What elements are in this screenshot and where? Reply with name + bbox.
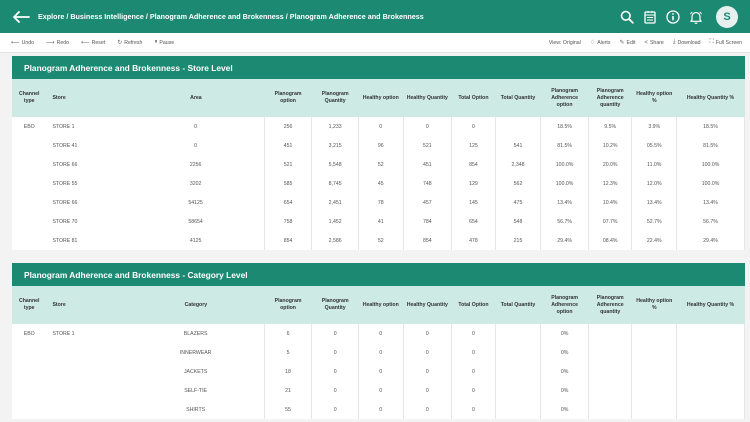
table-header-row <box>12 286 745 324</box>
table-cell: 0 <box>403 381 452 400</box>
top-bar <box>0 0 750 33</box>
table-cell: 0 <box>127 117 264 136</box>
table-cell: 0% <box>541 362 589 381</box>
pause-icon: ⏸ <box>154 39 158 45</box>
table-cell: 05.5% <box>632 136 677 155</box>
table-cell <box>495 381 541 400</box>
table-row <box>12 231 745 250</box>
table-cell: 0 <box>452 400 496 419</box>
column-header[interactable]: Healthy Quantity % <box>686 301 735 308</box>
table-cell: 784 <box>403 212 452 231</box>
table-cell: 78 <box>358 193 403 212</box>
table-cell: 3,215 <box>312 136 359 155</box>
table-cell <box>632 324 677 343</box>
toolbar-label: Redo <box>56 39 70 46</box>
table-cell: STORE 70 <box>52 218 78 225</box>
toolbar-alerts-button[interactable] <box>590 39 611 46</box>
table-cell: 56.7% <box>677 212 745 231</box>
column-header[interactable]: Healthy option <box>362 94 399 101</box>
table-row <box>12 212 745 231</box>
toolbar-view-original-button[interactable] <box>549 39 581 46</box>
column-header[interactable]: Planogram Adherence option <box>551 87 578 108</box>
toolbar-label: Share <box>649 39 664 46</box>
edit-icon: ✎ <box>619 40 625 46</box>
table-cell: 457 <box>403 193 452 212</box>
toolbar-label: Reset <box>91 39 106 46</box>
table-cell <box>677 381 745 400</box>
column-header[interactable]: Planogram option <box>274 298 302 311</box>
category-level-table <box>12 286 745 419</box>
table-cell: 541 <box>495 136 541 155</box>
table-cell: 0% <box>541 343 589 362</box>
table-cell <box>632 400 677 419</box>
column-header[interactable]: Planogram Adherence option <box>551 294 578 315</box>
column-header[interactable]: Planogram Quantity <box>321 298 349 311</box>
bell-icon: ♢ <box>589 40 596 46</box>
action-toolbar <box>0 33 750 53</box>
table-cell: EBO <box>23 123 35 130</box>
undo-icon: ⟵ <box>11 40 20 46</box>
table-cell <box>588 362 632 381</box>
table-cell: STORE 66 <box>52 199 78 206</box>
back-arrow-icon[interactable] <box>6 0 36 33</box>
table-cell: 22.4% <box>632 231 677 250</box>
table-cell: 18.5% <box>677 117 745 136</box>
table-cell <box>588 324 632 343</box>
table-cell: 0 <box>403 400 452 419</box>
column-header[interactable]: Healthy option % <box>636 298 673 311</box>
table-cell: 0 <box>358 362 403 381</box>
table-cell: 478 <box>452 231 496 250</box>
toolbar-redo-button[interactable] <box>46 39 69 46</box>
table-cell: 0 <box>312 381 359 400</box>
table-cell: 0% <box>541 400 589 419</box>
table-cell: 96 <box>358 136 403 155</box>
table-row <box>12 174 745 193</box>
table-cell: 8,745 <box>312 174 359 193</box>
table-cell <box>495 117 541 136</box>
table-cell: STORE 81 <box>52 237 78 244</box>
table-cell <box>12 174 46 193</box>
category-level-title: Planogram Adherence and Brokenness - Category Level <box>12 263 745 286</box>
toolbar-undo-button[interactable] <box>11 39 34 46</box>
table-cell <box>12 136 46 155</box>
table-cell: 2,586 <box>312 231 359 250</box>
column-header[interactable]: Store <box>52 94 66 101</box>
table-cell: 0% <box>541 324 589 343</box>
table-cell: 0 <box>403 362 452 381</box>
table-cell: 21 <box>264 381 312 400</box>
table-cell <box>12 193 46 212</box>
table-cell: 41 <box>358 212 403 231</box>
table-cell: 52 <box>358 231 403 250</box>
breadcrumb: Explore / Business Intelligence / Planogram Adherence and Brokenness / Planogram Adherence and Brokenness <box>38 12 424 21</box>
table-cell: 451 <box>403 155 452 174</box>
store-level-table <box>12 79 745 250</box>
table-cell: 5,548 <box>312 155 359 174</box>
column-header[interactable]: Planogram Quantity <box>321 91 349 104</box>
toolbar-reset-button[interactable] <box>81 39 105 46</box>
table-cell: 9.5% <box>588 117 632 136</box>
table-cell: 215 <box>495 231 541 250</box>
table-cell <box>677 362 745 381</box>
toolbar-label: Edit <box>626 39 636 46</box>
table-cell <box>46 381 127 400</box>
table-cell: 654 <box>264 193 312 212</box>
column-header[interactable]: Healthy option % <box>636 91 673 104</box>
toolbar-refresh-button[interactable] <box>117 39 142 46</box>
download-icon: ⤓ <box>672 39 676 45</box>
toolbar-pause-button[interactable] <box>154 39 174 46</box>
table-cell: JACKETS <box>127 362 264 381</box>
table-cell <box>46 362 127 381</box>
table-cell: 758 <box>264 212 312 231</box>
share-icon: < <box>644 39 648 46</box>
table-cell: 548 <box>495 212 541 231</box>
table-cell: 2,348 <box>495 155 541 174</box>
table-row <box>12 117 745 136</box>
table-cell: 100.0% <box>541 174 589 193</box>
table-cell: 0 <box>452 362 496 381</box>
table-cell: 10.2% <box>588 136 632 155</box>
table-cell: 1,452 <box>312 212 359 231</box>
table-cell <box>495 324 541 343</box>
table-cell: 256 <box>264 117 312 136</box>
table-cell: 81.5% <box>677 136 745 155</box>
table-row <box>12 400 745 419</box>
table-cell: 0 <box>358 343 403 362</box>
table-cell <box>677 324 745 343</box>
column-header[interactable]: Healthy Quantity <box>406 301 448 308</box>
table-cell: 12.3% <box>588 174 632 193</box>
table-cell: 475 <box>495 193 541 212</box>
toolbar-label: Alerts <box>597 39 611 46</box>
table-cell: 0 <box>452 117 496 136</box>
table-cell: 125 <box>452 136 496 155</box>
table-cell: 10.4% <box>588 193 632 212</box>
table-cell: 4125 <box>127 231 264 250</box>
column-header[interactable]: Total Option <box>458 301 489 308</box>
table-cell <box>677 343 745 362</box>
table-cell: 0 <box>403 324 452 343</box>
refresh-icon: ↻ <box>117 40 123 46</box>
table-cell: 0 <box>312 362 359 381</box>
table-cell: 5 <box>264 343 312 362</box>
table-cell <box>12 400 46 419</box>
table-cell <box>632 343 677 362</box>
toolbar-label: Download <box>677 39 701 46</box>
table-cell: 52 <box>358 155 403 174</box>
table-cell: 07.7% <box>588 212 632 231</box>
table-cell <box>677 400 745 419</box>
table-cell: 585 <box>264 174 312 193</box>
table-cell <box>588 343 632 362</box>
table-cell: 45 <box>358 174 403 193</box>
table-cell: EBO <box>23 330 35 337</box>
table-cell: 100.0% <box>677 155 745 174</box>
table-cell: 100.0% <box>677 174 745 193</box>
table-cell: 18.5% <box>541 117 589 136</box>
calendar-icon[interactable] <box>643 10 657 24</box>
table-cell: STORE 41 <box>52 142 78 149</box>
fullscreen-icon: ⛶ <box>709 39 714 45</box>
column-header[interactable]: Healthy option <box>362 301 399 308</box>
table-cell <box>632 362 677 381</box>
column-header[interactable]: Planogram Adherence quantity <box>596 294 624 315</box>
table-cell <box>495 400 541 419</box>
column-header[interactable]: Channel type <box>18 298 40 311</box>
table-cell: 451 <box>264 136 312 155</box>
column-header[interactable]: Channel type <box>18 91 40 104</box>
table-cell: 562 <box>495 174 541 193</box>
info-icon[interactable] <box>666 10 680 24</box>
table-cell: 0 <box>452 324 496 343</box>
table-cell: 13.4% <box>632 193 677 212</box>
table-cell: 0 <box>358 324 403 343</box>
table-row <box>12 362 745 381</box>
table-cell: 81.5% <box>541 136 589 155</box>
table-cell: 0 <box>358 400 403 419</box>
table-cell <box>588 381 632 400</box>
toolbar-label: Refresh <box>124 39 143 46</box>
table-cell: 52.7% <box>632 212 677 231</box>
reset-icon: ⟵ <box>81 40 90 46</box>
table-cell: STORE 66 <box>52 161 78 168</box>
table-cell: 0 <box>312 400 359 419</box>
table-cell: 0 <box>452 343 496 362</box>
table-cell: 854 <box>264 231 312 250</box>
table-row <box>12 343 745 362</box>
table-cell <box>12 381 46 400</box>
table-cell <box>12 212 46 231</box>
toolbar-label: Pause <box>159 39 175 46</box>
table-cell: 0 <box>403 343 452 362</box>
column-header[interactable]: Planogram option <box>274 91 302 104</box>
table-row <box>12 193 745 212</box>
table-cell: 129 <box>452 174 496 193</box>
store-level-title: Planogram Adherence and Brokenness - Store Level <box>12 56 745 79</box>
table-cell: 18 <box>264 362 312 381</box>
table-cell: 145 <box>452 193 496 212</box>
table-cell: 748 <box>403 174 452 193</box>
table-cell: 13.4% <box>541 193 589 212</box>
toolbar-label: Undo <box>21 39 35 46</box>
column-header[interactable]: Healthy Quantity % <box>686 94 735 101</box>
column-header[interactable]: Healthy Quantity <box>406 94 448 101</box>
table-cell: 54125 <box>127 193 264 212</box>
table-cell <box>588 400 632 419</box>
table-cell: 0 <box>452 381 496 400</box>
table-cell: BLAZERS <box>127 324 264 343</box>
table-cell <box>632 381 677 400</box>
table-cell: SHIRTS <box>127 400 264 419</box>
table-cell: 29.4% <box>541 231 589 250</box>
table-cell: 521 <box>403 136 452 155</box>
table-cell: STORE 1 <box>52 330 75 337</box>
table-cell: 0 <box>312 324 359 343</box>
table-cell: 0 <box>403 117 452 136</box>
table-cell: 854 <box>403 231 452 250</box>
column-header[interactable]: Store <box>52 301 66 308</box>
toolbar-full-screen-button[interactable] <box>710 39 742 46</box>
table-cell: 29.4% <box>677 231 745 250</box>
table-cell: 11.0% <box>632 155 677 174</box>
table-row <box>12 324 745 343</box>
redo-icon: ⟶ <box>46 40 55 46</box>
table-cell <box>12 343 46 362</box>
category-level-panel <box>12 263 745 419</box>
table-header-row <box>12 79 745 117</box>
column-header[interactable]: Total Option <box>458 94 489 101</box>
table-cell <box>46 400 127 419</box>
table-cell: 58654 <box>127 212 264 231</box>
toolbar-download-button[interactable] <box>673 39 701 46</box>
table-row <box>12 136 745 155</box>
table-cell: 1,233 <box>312 117 359 136</box>
table-cell <box>495 343 541 362</box>
column-header[interactable]: Total Quantity <box>500 94 536 101</box>
table-cell: 100.0% <box>541 155 589 174</box>
column-header[interactable]: Planogram Adherence quantity <box>596 87 624 108</box>
table-cell: 56.7% <box>541 212 589 231</box>
column-header[interactable]: Total Quantity <box>500 301 536 308</box>
table-cell: 55 <box>264 400 312 419</box>
toolbar-label: Full Screen <box>715 39 742 46</box>
table-row <box>12 155 745 174</box>
table-cell: INNERWEAR <box>127 343 264 362</box>
table-cell: STORE 55 <box>52 180 78 187</box>
table-cell <box>12 155 46 174</box>
table-cell: 08.4% <box>588 231 632 250</box>
table-cell <box>495 362 541 381</box>
user-avatar[interactable]: S <box>716 6 738 28</box>
table-cell <box>46 343 127 362</box>
table-cell: 20.0% <box>588 155 632 174</box>
table-cell: 0 <box>127 136 264 155</box>
table-cell: 6 <box>264 324 312 343</box>
table-cell <box>12 362 46 381</box>
table-cell: 521 <box>264 155 312 174</box>
table-cell: 2,451 <box>312 193 359 212</box>
table-cell <box>12 231 46 250</box>
table-row <box>12 381 745 400</box>
search-icon[interactable] <box>620 10 634 24</box>
table-cell: 0 <box>358 381 403 400</box>
table-cell: 2256 <box>127 155 264 174</box>
table-cell: 654 <box>452 212 496 231</box>
table-cell: 0% <box>541 381 589 400</box>
table-cell: 3.9% <box>632 117 677 136</box>
toolbar-share-button[interactable] <box>644 39 663 46</box>
table-cell: 854 <box>452 155 496 174</box>
toolbar-label: View: Original <box>548 39 581 46</box>
table-cell: 12.0% <box>632 174 677 193</box>
store-level-panel <box>12 56 745 250</box>
table-cell: 0 <box>312 343 359 362</box>
table-cell: 0 <box>358 117 403 136</box>
table-cell: 13.4% <box>677 193 745 212</box>
table-cell: SELF-TIE <box>127 381 264 400</box>
toolbar-edit-button[interactable] <box>619 39 635 46</box>
column-header[interactable]: Area <box>190 94 202 101</box>
table-cell: 3202 <box>127 174 264 193</box>
column-header[interactable]: Category <box>184 301 208 308</box>
notification-bell-icon[interactable] <box>689 10 703 24</box>
table-cell: STORE 1 <box>52 123 75 130</box>
